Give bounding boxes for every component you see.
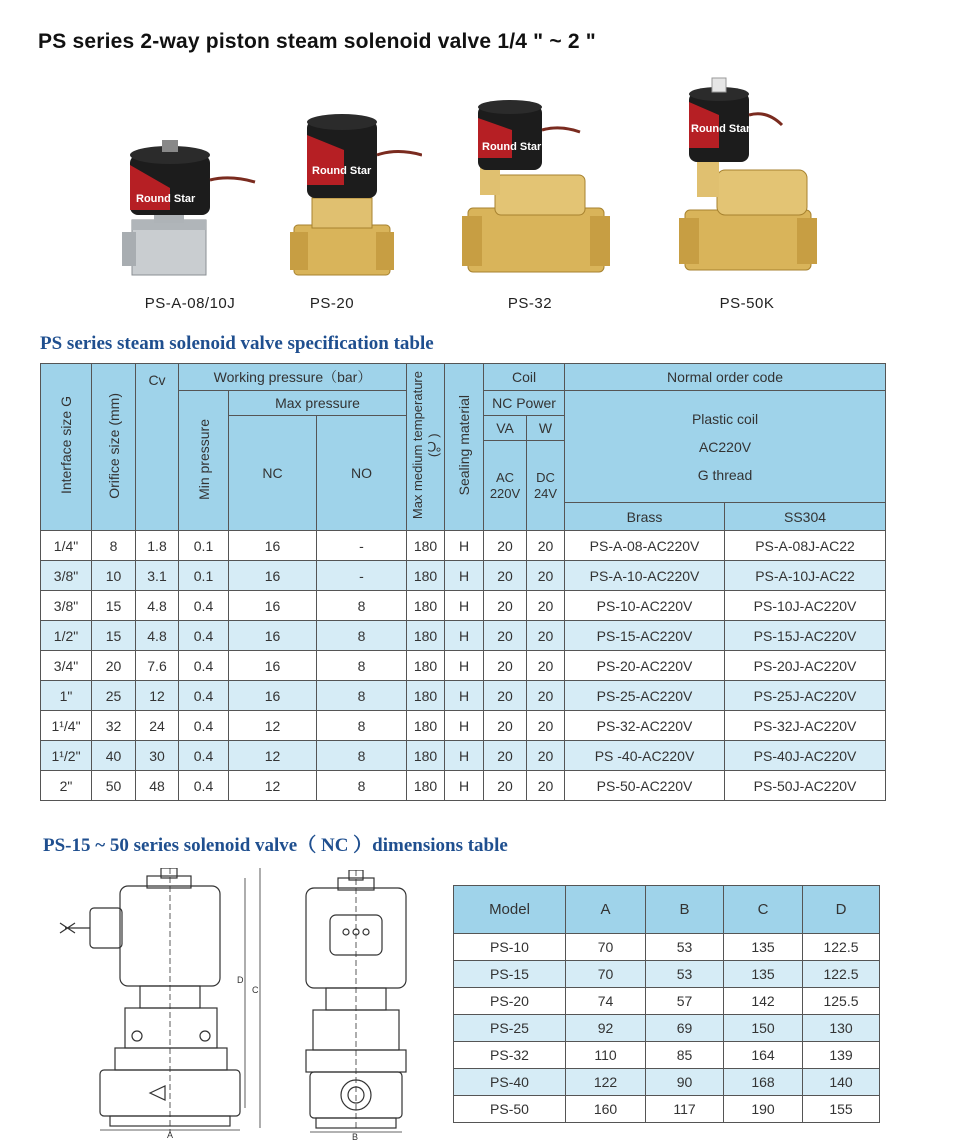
table-cell: 20 xyxy=(484,591,527,621)
table-cell: PS-50-AC220V xyxy=(565,771,725,801)
table-cell: 1/4" xyxy=(41,531,92,561)
dimensions-header-row xyxy=(454,886,880,934)
table-cell: - xyxy=(317,531,407,561)
header-min-pressure: Min pressure xyxy=(179,391,229,531)
table-cell: 0.4 xyxy=(179,681,229,711)
brand-label: Round Star xyxy=(136,193,196,205)
column-header: C xyxy=(724,886,803,934)
table-row xyxy=(454,1042,880,1069)
table-cell: 150 xyxy=(724,1015,803,1042)
table-cell: H xyxy=(445,771,484,801)
table-cell: H xyxy=(445,621,484,651)
header-no: NO xyxy=(317,416,407,531)
table-cell: - xyxy=(317,561,407,591)
table-cell: 7.6 xyxy=(136,651,179,681)
table-cell: 20 xyxy=(484,531,527,561)
dim-label-d: D xyxy=(237,975,244,985)
header-dc-24v: DC 24V xyxy=(527,441,565,531)
table-cell: 0.1 xyxy=(179,531,229,561)
header-nc: NC xyxy=(229,416,317,531)
table-cell: 40 xyxy=(92,741,136,771)
table-cell: PS-20J-AC220V xyxy=(725,651,886,681)
product-gallery xyxy=(0,70,975,320)
header-order-details: Plastic coil AC220V G thread xyxy=(565,391,886,503)
table-cell: 50 xyxy=(92,771,136,801)
table-cell: PS-15J-AC220V xyxy=(725,621,886,651)
table-cell: PS-15-AC220V xyxy=(565,621,725,651)
table-cell: 180 xyxy=(407,531,445,561)
table-cell: 20 xyxy=(484,561,527,591)
table-cell: 180 xyxy=(407,561,445,591)
table-cell: 20 xyxy=(527,531,565,561)
table-cell: 3.1 xyxy=(136,561,179,591)
table-cell: 2" xyxy=(41,771,92,801)
table-cell: PS-A-08-AC220V xyxy=(565,531,725,561)
dim-label-c: C xyxy=(252,985,259,995)
brand-label: Round Star xyxy=(482,141,542,153)
product-ps-32 xyxy=(440,70,620,320)
table-cell: 53 xyxy=(646,934,724,961)
table-cell: 8 xyxy=(92,531,136,561)
table-cell: 20 xyxy=(527,771,565,801)
table-cell: 0.4 xyxy=(179,621,229,651)
table-cell: 0.1 xyxy=(179,561,229,591)
dimensions-table-body xyxy=(454,934,880,1123)
table-row xyxy=(454,1096,880,1123)
table-cell: 122 xyxy=(566,1069,646,1096)
table-cell: 168 xyxy=(724,1069,803,1096)
table-cell: 10 xyxy=(92,561,136,591)
brand-label: Round Star xyxy=(691,123,751,135)
valve-photo-brass-medium xyxy=(440,70,620,280)
table-cell: 20 xyxy=(527,711,565,741)
table-row xyxy=(41,531,886,561)
table-cell: 70 xyxy=(566,934,646,961)
table-row xyxy=(454,961,880,988)
spec-table-body xyxy=(41,531,886,801)
table-cell: 15 xyxy=(92,621,136,651)
table-cell: 15 xyxy=(92,591,136,621)
table-cell: 8 xyxy=(317,681,407,711)
table-row xyxy=(454,1069,880,1096)
dim-label-b: B xyxy=(352,1132,359,1140)
table-cell: PS-10-AC220V xyxy=(565,591,725,621)
dimensions-table-title: PS-15 ~ 50 series solenoid valve（ NC ）dimensions table xyxy=(43,835,508,856)
table-row xyxy=(41,771,886,801)
valve-photo-brass-large xyxy=(657,70,837,280)
table-cell: PS-10 xyxy=(454,934,566,961)
table-cell: 32 xyxy=(92,711,136,741)
table-cell: PS-25J-AC220V xyxy=(725,681,886,711)
table-cell: 1.8 xyxy=(136,531,179,561)
table-cell: PS-25 xyxy=(454,1015,566,1042)
table-cell: PS-25-AC220V xyxy=(565,681,725,711)
header-w: W xyxy=(527,416,565,441)
table-cell: 20 xyxy=(527,681,565,711)
table-cell: 4.8 xyxy=(136,621,179,651)
table-cell: 0.4 xyxy=(179,711,229,741)
front-view-drawing xyxy=(298,870,413,1140)
header-order-code: Normal order code xyxy=(565,364,886,391)
table-cell: 20 xyxy=(527,621,565,651)
header-ac-220v: AC 220V xyxy=(484,441,527,531)
table-cell: 3/8" xyxy=(41,591,92,621)
header-coil: Coil xyxy=(484,364,565,391)
table-cell: 16 xyxy=(229,621,317,651)
header-working-pressure: Working pressure（bar） xyxy=(179,364,407,391)
table-cell: H xyxy=(445,711,484,741)
table-cell: 48 xyxy=(136,771,179,801)
table-cell: PS -40-AC220V xyxy=(565,741,725,771)
table-cell: 3/8" xyxy=(41,561,92,591)
dimensions-table xyxy=(453,885,880,1123)
table-cell: 8 xyxy=(317,651,407,681)
table-cell: 20 xyxy=(484,651,527,681)
table-cell: 180 xyxy=(407,621,445,651)
table-cell: 20 xyxy=(484,771,527,801)
table-cell: 53 xyxy=(646,961,724,988)
table-cell: H xyxy=(445,651,484,681)
column-header: D xyxy=(803,886,880,934)
table-row xyxy=(454,934,880,961)
column-header: A xyxy=(566,886,646,934)
table-cell: 0.4 xyxy=(179,651,229,681)
table-cell: PS-20 xyxy=(454,988,566,1015)
table-row xyxy=(454,988,880,1015)
table-cell: 85 xyxy=(646,1042,724,1069)
table-cell: 20 xyxy=(484,741,527,771)
table-cell: PS-15 xyxy=(454,961,566,988)
table-cell: PS-40J-AC220V xyxy=(725,741,886,771)
header-sealing-material: Sealing material xyxy=(445,364,484,531)
product-label: PS-20 xyxy=(309,295,355,312)
table-cell: 1/2" xyxy=(41,621,92,651)
table-cell: 20 xyxy=(484,711,527,741)
table-cell: 24 xyxy=(136,711,179,741)
table-cell: 122.5 xyxy=(803,961,880,988)
table-row xyxy=(41,741,886,771)
table-cell: 69 xyxy=(646,1015,724,1042)
table-cell: 12 xyxy=(229,711,317,741)
product-ps-20 xyxy=(242,70,422,320)
table-cell: 20 xyxy=(92,651,136,681)
table-cell: 180 xyxy=(407,681,445,711)
header-interface-size: Interface size G xyxy=(41,364,92,531)
table-cell: 8 xyxy=(317,591,407,621)
table-cell: 57 xyxy=(646,988,724,1015)
header-orifice-size: Orifice size (mm) xyxy=(92,364,136,531)
header-cv: Cv xyxy=(136,364,179,531)
table-cell: 142 xyxy=(724,988,803,1015)
table-cell: 164 xyxy=(724,1042,803,1069)
spec-table-title: PS series steam solenoid valve specification table xyxy=(40,333,434,354)
table-cell: PS-32J-AC220V xyxy=(725,711,886,741)
table-cell: 20 xyxy=(484,681,527,711)
page-title: PS series 2-way piston steam solenoid valve 1/4 " ~ 2 " xyxy=(38,30,596,53)
table-cell: H xyxy=(445,591,484,621)
table-cell: H xyxy=(445,561,484,591)
table-cell: PS-A-10-AC220V xyxy=(565,561,725,591)
table-cell: 180 xyxy=(407,771,445,801)
table-cell: 8 xyxy=(317,621,407,651)
table-cell: PS-A-08J-AC22 xyxy=(725,531,886,561)
table-cell: PS-10J-AC220V xyxy=(725,591,886,621)
table-cell: 8 xyxy=(317,711,407,741)
table-cell: PS-A-10J-AC22 xyxy=(725,561,886,591)
table-cell: 1¹/2" xyxy=(41,741,92,771)
table-cell: H xyxy=(445,741,484,771)
brand-label: Round Star xyxy=(312,165,372,177)
table-cell: 16 xyxy=(229,651,317,681)
table-cell: PS-32 xyxy=(454,1042,566,1069)
table-cell: 135 xyxy=(724,961,803,988)
table-cell: 139 xyxy=(803,1042,880,1069)
header-va: VA xyxy=(484,416,527,441)
table-cell: 190 xyxy=(724,1096,803,1123)
table-cell: 110 xyxy=(566,1042,646,1069)
table-cell: 3/4" xyxy=(41,651,92,681)
table-cell: 74 xyxy=(566,988,646,1015)
table-cell: 12 xyxy=(229,771,317,801)
table-cell: H xyxy=(445,681,484,711)
table-cell: 180 xyxy=(407,651,445,681)
table-cell: 125.5 xyxy=(803,988,880,1015)
table-cell: 16 xyxy=(229,681,317,711)
table-cell: 12 xyxy=(136,681,179,711)
table-cell: 4.8 xyxy=(136,591,179,621)
dim-label-a: A xyxy=(167,1130,174,1138)
table-cell: 180 xyxy=(407,741,445,771)
table-cell: PS-20-AC220V xyxy=(565,651,725,681)
table-cell: 1¹/4" xyxy=(41,711,92,741)
table-cell: PS-40 xyxy=(454,1069,566,1096)
table-cell: H xyxy=(445,531,484,561)
product-ps-50k xyxy=(657,70,837,320)
table-cell: 90 xyxy=(646,1069,724,1096)
product-label: PS-32 xyxy=(507,295,553,312)
table-cell: 160 xyxy=(566,1096,646,1123)
table-cell: 20 xyxy=(484,621,527,651)
table-row xyxy=(41,561,886,591)
table-cell: 70 xyxy=(566,961,646,988)
column-header: Model xyxy=(454,886,566,934)
table-cell: 12 xyxy=(229,741,317,771)
header-max-pressure: Max pressure xyxy=(229,391,407,416)
table-cell: 130 xyxy=(803,1015,880,1042)
table-row xyxy=(41,681,886,711)
table-cell: 180 xyxy=(407,591,445,621)
table-cell: 140 xyxy=(803,1069,880,1096)
table-row xyxy=(454,1015,880,1042)
header-max-temperature: Max medium temperature (℃) xyxy=(407,364,445,531)
table-cell: 0.4 xyxy=(179,741,229,771)
table-cell: 25 xyxy=(92,681,136,711)
header-nc-power: NC Power xyxy=(484,391,565,416)
table-row xyxy=(41,651,886,681)
table-cell: 117 xyxy=(646,1096,724,1123)
table-cell: 30 xyxy=(136,741,179,771)
table-cell: 92 xyxy=(566,1015,646,1042)
table-cell: PS-50 xyxy=(454,1096,566,1123)
table-row xyxy=(41,591,886,621)
table-cell: 8 xyxy=(317,771,407,801)
table-cell: 122.5 xyxy=(803,934,880,961)
valve-photo-brass-small xyxy=(242,70,422,280)
column-header: B xyxy=(646,886,724,934)
spec-table xyxy=(40,363,886,801)
header-brass: Brass xyxy=(565,503,725,531)
table-cell: 0.4 xyxy=(179,591,229,621)
table-cell: 16 xyxy=(229,561,317,591)
product-label: PS-A-08/10J xyxy=(144,295,236,312)
table-cell: 20 xyxy=(527,561,565,591)
table-cell: 0.4 xyxy=(179,771,229,801)
table-cell: 16 xyxy=(229,531,317,561)
table-cell: 135 xyxy=(724,934,803,961)
table-cell: 20 xyxy=(527,741,565,771)
table-cell: 155 xyxy=(803,1096,880,1123)
product-label: PS-50K xyxy=(719,295,775,312)
table-cell: PS-32-AC220V xyxy=(565,711,725,741)
table-cell: 8 xyxy=(317,741,407,771)
side-view-drawing xyxy=(55,868,280,1138)
table-cell: 20 xyxy=(527,651,565,681)
table-cell: 1" xyxy=(41,681,92,711)
table-row xyxy=(41,621,886,651)
table-cell: 180 xyxy=(407,711,445,741)
header-ss304: SS304 xyxy=(725,503,886,531)
table-cell: 16 xyxy=(229,591,317,621)
table-cell: PS-50J-AC220V xyxy=(725,771,886,801)
table-row xyxy=(41,711,886,741)
table-cell: 20 xyxy=(527,591,565,621)
